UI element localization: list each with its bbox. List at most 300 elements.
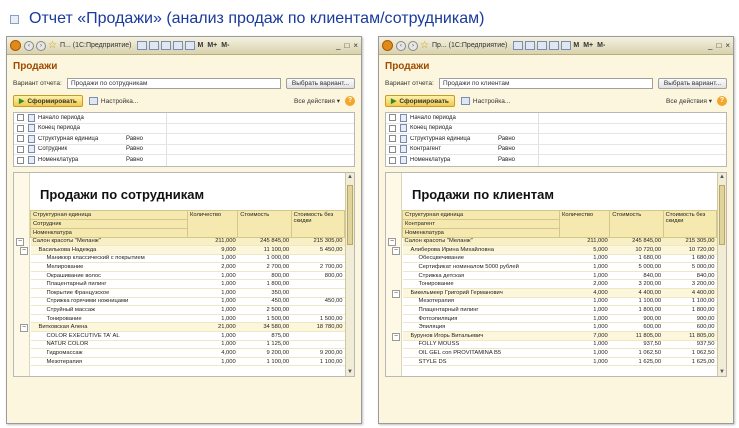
parameter-icon — [400, 156, 407, 164]
parameter-condition[interactable]: Равно — [498, 157, 515, 164]
parameter-name: Номенклатура — [410, 157, 451, 164]
memory-plus-button[interactable]: M+ — [207, 42, 218, 49]
parameter-checkbox[interactable] — [17, 125, 24, 132]
row-cost: 450,00 — [238, 297, 291, 306]
table-row[interactable] — [403, 254, 717, 263]
row-cost: 34 580,00 — [238, 323, 291, 332]
row-cost: 1 680,00 — [610, 254, 663, 263]
slide-heading — [10, 8, 484, 30]
row-quantity: 1,000 — [560, 340, 610, 349]
forward-icon[interactable]: › — [36, 41, 46, 51]
row-cost: 800,00 — [238, 271, 291, 280]
row-name: Плацентарный пилинг — [31, 280, 188, 289]
parameter-value[interactable] — [538, 113, 726, 123]
row-name: Тонирование — [403, 280, 560, 289]
row-quantity: 1,000 — [560, 271, 610, 280]
parameter-value[interactable] — [166, 124, 354, 134]
all-actions-label: Все действия ▾ — [294, 98, 340, 105]
collapse-group-icon[interactable]: − — [393, 246, 399, 254]
parameter-row[interactable] — [14, 124, 354, 135]
row-name: FOLLY MOUSS — [403, 340, 560, 349]
parameters-table — [385, 112, 727, 167]
table-row[interactable] — [403, 263, 717, 272]
table-row[interactable] — [31, 289, 345, 298]
table-row[interactable] — [31, 297, 345, 306]
report-table — [402, 210, 717, 367]
row-cost: 1 800,00 — [238, 280, 291, 289]
row-cost-no-discount: 3 200,00 — [663, 280, 716, 289]
row-quantity: 4,000 — [188, 349, 238, 358]
back-icon[interactable]: ‹ — [24, 41, 34, 51]
header-group-3: Номенклатура — [31, 228, 188, 237]
table-row[interactable] — [31, 280, 345, 289]
table-row[interactable] — [31, 263, 345, 272]
grouping-gutter — [386, 173, 402, 376]
settings-button[interactable] — [89, 97, 138, 105]
row-cost-no-discount: 1 680,00 — [663, 254, 716, 263]
parameter-name: Начало периода — [38, 114, 84, 121]
row-cost: 2 700,00 — [238, 263, 291, 272]
parameter-row[interactable] — [14, 155, 354, 166]
form-title: Продажи — [385, 61, 430, 72]
play-icon: ▶ — [19, 98, 25, 105]
choose-variant-button[interactable]: Выбрать вариант... — [286, 78, 355, 89]
table-row[interactable] — [403, 271, 717, 280]
close-button[interactable]: × — [353, 41, 358, 50]
header-group-2: Сотрудник — [31, 219, 188, 228]
calendar-icon[interactable] — [185, 41, 195, 50]
parameter-value[interactable] — [538, 134, 726, 144]
parameter-checkbox[interactable] — [389, 135, 396, 142]
collapse-group-icon[interactable]: − — [393, 332, 399, 340]
parameter-checkbox[interactable] — [17, 157, 24, 164]
window-title: П... (1С:Предприятие) — [59, 42, 132, 49]
window-title: Пр... (1С:Предприятие) — [431, 42, 508, 49]
row-cost: 1 000,00 — [238, 254, 291, 263]
parameter-condition[interactable]: Равно — [498, 146, 515, 153]
report-sheet[interactable] — [385, 172, 727, 377]
settings-button[interactable] — [461, 97, 510, 105]
row-cost: 4 400,00 — [610, 289, 663, 298]
memory-minus-button[interactable]: M- — [597, 42, 606, 49]
row-cost-no-discount: 1 500,00 — [291, 314, 344, 323]
row-quantity: 4,000 — [560, 289, 610, 298]
variant-label: Вариант отчета: — [13, 79, 62, 87]
row-quantity: 7,000 — [560, 332, 610, 341]
row-name: Обесцвечивание — [403, 254, 560, 263]
play-icon: ▶ — [391, 98, 397, 105]
row-cost-no-discount: 5 000,00 — [663, 263, 716, 272]
square-bullet-icon — [10, 15, 19, 24]
scroll-down-icon[interactable]: ▼ — [347, 368, 353, 375]
table-row[interactable] — [403, 357, 717, 366]
table-row[interactable] — [31, 246, 345, 255]
table-row[interactable] — [403, 306, 717, 315]
parameter-icon — [28, 124, 35, 132]
row-cost: 350,00 — [238, 289, 291, 298]
row-name: Алиберова Ирина Михайловна — [403, 246, 560, 255]
parameter-name: Структурная единица — [410, 135, 471, 142]
settings-icon — [89, 97, 98, 105]
row-name: Сертификат номиналом 5000 рублей — [403, 263, 560, 272]
row-cost-no-discount — [291, 332, 344, 341]
memory-plus-button[interactable]: M+ — [583, 42, 594, 49]
parameter-row[interactable] — [386, 145, 726, 156]
row-cost-no-discount — [291, 254, 344, 263]
row-quantity: 1,000 — [188, 289, 238, 298]
memory-button[interactable]: M — [573, 42, 580, 49]
parameter-row[interactable] — [14, 145, 354, 156]
row-name: STYLE DS — [403, 357, 560, 366]
table-row[interactable] — [31, 237, 345, 246]
header-group-2: Контрагент — [403, 219, 560, 228]
row-quantity: 1,000 — [560, 263, 610, 272]
parameter-row[interactable] — [386, 134, 726, 145]
parameter-value[interactable] — [538, 145, 726, 155]
parameter-row[interactable] — [386, 124, 726, 135]
back-icon[interactable]: ‹ — [396, 41, 406, 51]
table-row[interactable] — [31, 271, 345, 280]
parameter-checkbox[interactable] — [389, 125, 396, 132]
row-cost-no-discount — [291, 306, 344, 315]
forward-icon[interactable]: › — [408, 41, 418, 51]
vertical-scrollbar[interactable] — [345, 173, 354, 376]
row-quantity: 1,000 — [188, 340, 238, 349]
row-quantity: 2,000 — [560, 280, 610, 289]
row-cost-no-discount: 215 305,00 — [291, 237, 344, 246]
sheet-title: Продажи по клиентам — [412, 186, 554, 202]
calculator-icon[interactable] — [173, 41, 183, 50]
row-name: Стрижка горячими ножницами — [31, 297, 188, 306]
table-row[interactable] — [31, 314, 345, 323]
header-cost-no-discount: Стоимость без скидки — [663, 210, 716, 237]
parameter-name: Сотрудник — [38, 146, 68, 153]
parameter-value[interactable] — [166, 113, 354, 123]
row-name: Эпиляция — [403, 323, 560, 332]
row-cost-no-discount: 9 200,00 — [291, 349, 344, 358]
scroll-up-icon[interactable]: ▲ — [719, 173, 725, 180]
window-titlebar[interactable] — [379, 37, 733, 55]
parameter-value[interactable] — [538, 124, 726, 134]
grouping-gutter — [14, 173, 30, 376]
parameter-row[interactable] — [14, 134, 354, 145]
scroll-up-icon[interactable]: ▲ — [347, 173, 353, 180]
favorite-star-icon[interactable]: ☆ — [420, 40, 429, 51]
table-row[interactable] — [31, 357, 345, 366]
row-quantity: 1,000 — [560, 297, 610, 306]
report-table — [30, 210, 345, 367]
parameter-name: Конец периода — [410, 125, 452, 132]
row-cost-no-discount: 450,00 — [291, 297, 344, 306]
parameter-name: Контрагент — [410, 146, 442, 153]
parameter-name: Структурная единица — [38, 135, 99, 142]
row-cost: 245 845,00 — [238, 237, 291, 246]
row-quantity: 1,000 — [560, 314, 610, 323]
row-name: Мелирование — [31, 263, 188, 272]
parameter-checkbox[interactable] — [389, 146, 396, 153]
row-cost-no-discount: 900,00 — [663, 314, 716, 323]
table-row[interactable] — [403, 349, 717, 358]
row-name: Салон красоты "Меланж" — [403, 237, 560, 246]
row-name: Тонирование — [31, 314, 188, 323]
parameter-checkbox[interactable] — [389, 157, 396, 164]
table-row[interactable] — [403, 289, 717, 298]
table-row[interactable] — [31, 340, 345, 349]
parameter-checkbox[interactable] — [17, 135, 24, 142]
table-row[interactable] — [403, 297, 717, 306]
row-quantity: 2,000 — [188, 263, 238, 272]
row-quantity: 1,000 — [188, 357, 238, 366]
row-name: Окрашивание волос — [31, 271, 188, 280]
row-cost-no-discount: 18 780,00 — [291, 323, 344, 332]
save-icon[interactable] — [137, 41, 147, 50]
parameter-checkbox[interactable] — [389, 114, 396, 121]
row-cost: 1 100,00 — [238, 357, 291, 366]
maximize-button[interactable]: □ — [344, 41, 350, 50]
all-actions-menu[interactable] — [666, 96, 727, 106]
app-logo-icon[interactable] — [10, 40, 21, 51]
table-row[interactable] — [31, 349, 345, 358]
row-cost: 1 800,00 — [610, 306, 663, 315]
scroll-thumb[interactable] — [347, 185, 353, 245]
minimize-button[interactable]: _ — [708, 41, 713, 50]
row-cost: 1 062,50 — [610, 349, 663, 358]
table-row[interactable] — [403, 237, 717, 246]
row-quantity: 1,000 — [188, 297, 238, 306]
row-name: Покрытие Французское — [31, 289, 188, 298]
scroll-down-icon[interactable]: ▼ — [719, 368, 725, 375]
header-quantity: Количество — [188, 210, 238, 237]
row-name: Гидромассаж — [31, 349, 188, 358]
parameter-icon — [28, 135, 35, 143]
table-row[interactable] — [403, 340, 717, 349]
row-cost: 245 845,00 — [610, 237, 663, 246]
row-cost-no-discount: 5 450,00 — [291, 246, 344, 255]
generate-button[interactable] — [13, 95, 83, 107]
row-cost-no-discount: 10 720,00 — [663, 246, 716, 255]
choose-variant-button[interactable]: Выбрать вариант... — [658, 78, 727, 89]
row-quantity: 21,000 — [188, 323, 238, 332]
row-name: Мезотерапия — [403, 297, 560, 306]
variant-field[interactable]: Продажи по сотрудникам — [67, 78, 281, 89]
row-cost-no-discount: 4 400,00 — [663, 289, 716, 298]
collapse-group-icon[interactable]: − — [21, 323, 27, 331]
row-name: Салон красоты "Меланж" — [31, 237, 188, 246]
row-cost-no-discount: 937,50 — [663, 340, 716, 349]
row-cost: 1 625,00 — [610, 357, 663, 366]
row-quantity: 1,000 — [188, 332, 238, 341]
parameter-value[interactable] — [538, 155, 726, 166]
row-cost: 5 000,00 — [610, 263, 663, 272]
parameter-icon — [400, 114, 407, 122]
report-window-employees — [6, 36, 362, 424]
save-icon[interactable] — [513, 41, 523, 50]
row-quantity: 211,000 — [188, 237, 238, 246]
all-actions-menu[interactable] — [294, 96, 355, 106]
parameter-icon — [28, 114, 35, 122]
row-cost-no-discount: 840,00 — [663, 271, 716, 280]
vertical-scrollbar[interactable] — [717, 173, 726, 376]
row-quantity: 1,000 — [188, 314, 238, 323]
table-row[interactable] — [31, 323, 345, 332]
report-sheet[interactable] — [13, 172, 355, 377]
scroll-thumb[interactable] — [719, 185, 725, 245]
row-quantity: 1,000 — [188, 254, 238, 263]
settings-label: Настройка... — [100, 97, 139, 105]
memory-minus-button[interactable]: M- — [221, 42, 230, 49]
header-cost: Стоимость — [610, 210, 663, 237]
parameter-checkbox[interactable] — [17, 146, 24, 153]
row-cost-no-discount: 800,00 — [291, 271, 344, 280]
row-cost: 9 200,00 — [238, 349, 291, 358]
help-icon[interactable]: ? — [717, 96, 727, 106]
row-name: COLOR EXECUTIVE TA' AL — [31, 332, 188, 341]
parameter-icon — [400, 124, 407, 132]
row-name: NATUR COLOR — [31, 340, 188, 349]
row-name: Бикельмеер Григорий Германович — [403, 289, 560, 298]
row-quantity: 1,000 — [560, 254, 610, 263]
header-group-1: Структурная единица — [31, 210, 188, 219]
row-cost: 3 200,00 — [610, 280, 663, 289]
row-cost-no-discount: 215 305,00 — [663, 237, 716, 246]
row-cost: 600,00 — [610, 323, 663, 332]
calendar-icon[interactable] — [561, 41, 571, 50]
parameter-icon — [400, 135, 407, 143]
row-cost: 1 500,00 — [238, 314, 291, 323]
settings-icon — [461, 97, 470, 105]
generate-label: Сформировать — [27, 97, 77, 105]
parameter-value[interactable] — [166, 155, 354, 166]
memory-button[interactable]: M — [197, 42, 204, 49]
parameter-icon — [28, 145, 35, 153]
header-cost-no-discount: Стоимость без скидки — [291, 210, 344, 237]
minimize-button[interactable]: _ — [336, 41, 341, 50]
row-name: Мезотерапия — [31, 357, 188, 366]
maximize-button[interactable]: □ — [716, 41, 722, 50]
table-row[interactable] — [403, 323, 717, 332]
parameter-value[interactable] — [166, 145, 354, 155]
row-quantity: 5,000 — [560, 246, 610, 255]
table-row[interactable] — [403, 314, 717, 323]
row-name: Стрижка детская — [403, 271, 560, 280]
form-title: Продажи — [13, 61, 58, 72]
all-actions-label: Все действия ▾ — [666, 98, 712, 105]
collapse-group-icon[interactable]: − — [21, 246, 27, 254]
header-group-3: Номенклатура — [403, 228, 560, 237]
generate-label: Сформировать — [399, 97, 449, 105]
settings-label: Настройка... — [472, 97, 511, 105]
table-row[interactable] — [403, 332, 717, 341]
parameters-table — [13, 112, 355, 167]
row-cost-no-discount: 1 625,00 — [663, 357, 716, 366]
table-row[interactable] — [31, 306, 345, 315]
row-name: Маникюр классический с покрытием — [31, 254, 188, 263]
print-icon[interactable] — [525, 41, 535, 50]
table-row[interactable] — [31, 332, 345, 341]
app-logo-icon[interactable] — [382, 40, 393, 51]
parameter-condition[interactable]: Равно — [126, 135, 143, 142]
row-quantity: 1,000 — [188, 271, 238, 280]
row-cost-no-discount: 11 805,00 — [663, 332, 716, 341]
parameter-value[interactable] — [166, 134, 354, 144]
row-cost-no-discount — [291, 280, 344, 289]
sheet-title: Продажи по сотрудникам — [40, 186, 205, 202]
header-group-1: Структурная единица — [403, 210, 560, 219]
table-row[interactable] — [403, 280, 717, 289]
window-titlebar[interactable] — [7, 37, 361, 55]
row-name: Плацентарный пилинг — [403, 306, 560, 315]
row-cost-no-discount: 2 700,00 — [291, 263, 344, 272]
print-icon[interactable] — [149, 41, 159, 50]
row-cost-no-discount: 600,00 — [663, 323, 716, 332]
variant-field[interactable]: Продажи по клиентам — [439, 78, 653, 89]
row-cost-no-discount — [291, 289, 344, 298]
row-name: Струйный массаж — [31, 306, 188, 315]
row-cost-no-discount — [291, 340, 344, 349]
preview-icon[interactable] — [161, 41, 171, 50]
row-cost: 1 100,00 — [610, 297, 663, 306]
calculator-icon[interactable] — [549, 41, 559, 50]
variant-label: Вариант отчета: — [385, 79, 434, 87]
favorite-star-icon[interactable]: ☆ — [48, 40, 57, 51]
parameter-condition[interactable]: Равно — [498, 135, 515, 142]
parameter-name: Конец периода — [38, 125, 80, 132]
heading-text: Отчет «Продажи» (анализ продаж по клиентам/сотрудникам) — [29, 10, 485, 27]
generate-button[interactable] — [385, 95, 455, 107]
preview-icon[interactable] — [537, 41, 547, 50]
row-name: Фотоэпиляция — [403, 314, 560, 323]
row-quantity: 1,000 — [560, 357, 610, 366]
row-quantity: 211,000 — [560, 237, 610, 246]
parameter-name: Номенклатура — [38, 157, 79, 164]
parameter-row[interactable] — [14, 113, 354, 124]
row-quantity: 9,000 — [188, 246, 238, 255]
row-cost: 2 500,00 — [238, 306, 291, 315]
row-quantity: 1,000 — [188, 280, 238, 289]
help-icon[interactable]: ? — [345, 96, 355, 106]
parameter-condition[interactable]: Равно — [126, 146, 143, 153]
table-row[interactable] — [403, 246, 717, 255]
parameter-checkbox[interactable] — [17, 114, 24, 121]
parameter-condition[interactable]: Равно — [126, 157, 143, 164]
parameter-row[interactable] — [386, 155, 726, 166]
row-cost: 11 100,00 — [238, 246, 291, 255]
row-cost: 840,00 — [610, 271, 663, 280]
row-cost-no-discount: 1 100,00 — [291, 357, 344, 366]
row-cost: 875,00 — [238, 332, 291, 341]
close-button[interactable]: × — [725, 41, 730, 50]
row-cost: 937,50 — [610, 340, 663, 349]
parameter-icon — [400, 145, 407, 153]
table-row[interactable] — [31, 254, 345, 263]
row-quantity: 1,000 — [188, 306, 238, 315]
parameter-icon — [28, 156, 35, 164]
report-window-clients — [378, 36, 734, 424]
row-name: Васильковa Надежда — [31, 246, 188, 255]
collapse-group-icon[interactable]: − — [393, 289, 399, 297]
row-cost: 10 720,00 — [610, 246, 663, 255]
row-name: Бурунов Игорь Витальевич — [403, 332, 560, 341]
collapse-group-icon[interactable]: − — [389, 238, 395, 245]
row-cost-no-discount: 1 100,00 — [663, 297, 716, 306]
header-quantity: Количество — [560, 210, 610, 237]
row-cost: 11 805,00 — [610, 332, 663, 341]
row-cost-no-discount: 1 800,00 — [663, 306, 716, 315]
row-cost-no-discount: 1 062,50 — [663, 349, 716, 358]
parameter-row[interactable] — [386, 113, 726, 124]
row-cost: 900,00 — [610, 314, 663, 323]
collapse-group-icon[interactable]: − — [17, 238, 23, 245]
